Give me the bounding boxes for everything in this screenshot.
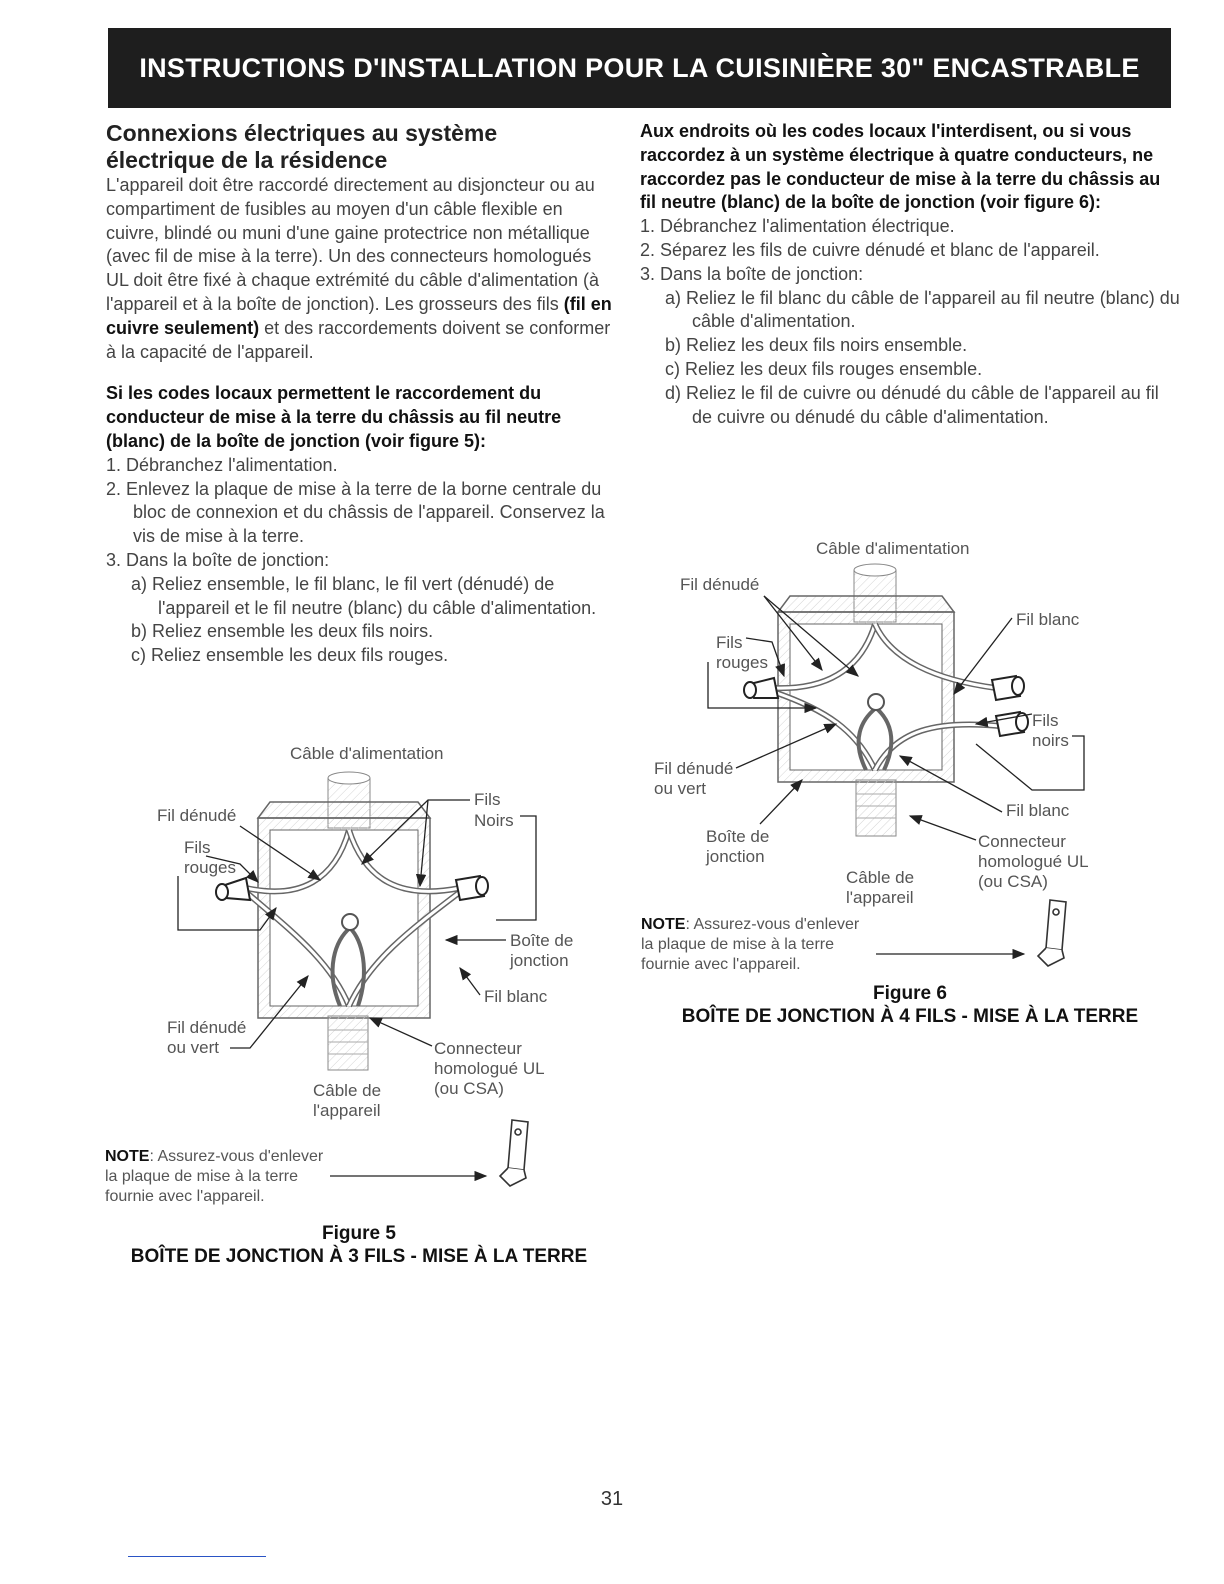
list-item: 2. Séparez les fils de cuivre dénudé et blanc de l'appareil. <box>640 239 1100 260</box>
fig6-label-fil-denude: Fil dénudé <box>680 575 760 594</box>
fig6-note-line-2: la plaque de mise à la terre <box>641 936 834 953</box>
list-item: b) Reliez les deux fils noirs ensemble. <box>665 335 968 356</box>
fig5-label-noirs: Noirs <box>474 811 514 830</box>
page-banner: INSTRUCTIONS D'INSTALLATION POUR LA CUISINIÈRE 30" ENCASTRABLE <box>108 28 1171 108</box>
list-item: b) Reliez ensemble les deux fils noirs. <box>131 621 434 642</box>
fig5-label-appareil: l'appareil <box>313 1101 381 1120</box>
fig5-note-line-3: fournie avec l'appareil. <box>105 1188 265 1205</box>
fig5-label-fil-blanc: Fil blanc <box>484 987 548 1006</box>
fig5-label-jonction: jonction <box>510 951 569 970</box>
fig6-label-noirs: noirs <box>1032 731 1069 750</box>
wire-nut-left <box>744 678 778 698</box>
list-item: 3. Dans la boîte de jonction: <box>106 549 330 570</box>
fig5-note-line-1: NOTE: Assurez-vous d'enlever <box>105 1148 324 1165</box>
right-steps <box>640 215 1180 429</box>
fig5-label-ou-vert: ou vert <box>167 1038 219 1057</box>
figure-5-caption: Figure 5 BOÎTE DE JONCTION À 3 FILS - MISE À LA TERRE <box>130 1223 588 1267</box>
heading-line-1: Connexions électriques au système <box>106 120 498 146</box>
fig5-label-cable-de: Câble de <box>313 1081 382 1100</box>
fig6-label-rouges: rouges <box>716 653 768 672</box>
fig6-label-fil-blanc-2: Fil blanc <box>1006 801 1070 820</box>
wire-nut-right-upper <box>992 676 1024 700</box>
right-column <box>640 120 1180 429</box>
grounding-plate-icon <box>1038 900 1066 966</box>
list-item: c) Reliez les deux fils rouges ensemble. <box>665 358 983 379</box>
fig6-label-jonction: jonction <box>706 847 765 866</box>
list-item: a) Reliez le fil blanc du câble de l'appareil au fil neutre (blanc) du câble d'alimentation. <box>665 287 1180 332</box>
fig6-label-cable-alim: Câble d'alimentation <box>816 539 970 558</box>
fig5-label-cable-alim: Câble d'alimentation <box>290 744 444 763</box>
fig6-note-line-1: NOTE: Assurez-vous d'enlever <box>641 916 860 933</box>
list-item: d) Reliez le fil de cuivre ou dénudé du câble de l'appareil au fil de cuivre ou dénudé du câble d'alimentation. <box>665 382 1159 427</box>
list-item: 1. Débranchez l'alimentation électrique. <box>640 216 955 237</box>
fig5-label-rouges: rouges <box>184 858 236 877</box>
fig5-label-boite: Boîte de <box>510 931 574 950</box>
fig6-label-fils: Fils <box>716 633 743 652</box>
fig6-label-cable-de: Câble de <box>846 868 915 887</box>
figure-5-diagram <box>100 730 620 1210</box>
fig6-label-fils-2: Fils <box>1032 711 1059 730</box>
fig5-note-line-2: la plaque de mise à la terre <box>105 1168 298 1185</box>
fig5-label-homologue: homologué UL <box>434 1059 545 1078</box>
left-steps <box>106 454 612 668</box>
intro-paragraph: L'appareil doit être raccordé directement au disjoncteur ou au compartiment de fusibles au moyen d'un câble flexible en cuivre, blindé ou muni d'une gaine protectrice non métallique (avec fil de mise à la terre). Un des connecteurs homologués UL doit être fixé à chaque extrémité du câble d'alimentation (à l'appareil et à la boîte de jonction). Les grosseurs des fils (fil en cuivre seulement) et des raccordements doivent se conformer à la capacité de l'appareil. <box>106 175 612 362</box>
page-number: 31 <box>600 1488 624 1510</box>
fig6-label-connecteur: Connecteur <box>978 832 1066 851</box>
wire-nut-right <box>456 876 488 900</box>
list-item: c) Reliez ensemble les deux fils rouges. <box>131 645 449 666</box>
fig6-label-boite: Boîte de <box>706 827 770 846</box>
wire-nut-left <box>216 878 250 900</box>
fig5-label-fil-denude: Fil dénudé <box>157 806 237 825</box>
list-item: 2. Enlevez la plaque de mise à la terre de la borne centrale du bloc de connexion et du châssis de l'appareil. Conservez la vis de mise à la terre. <box>106 478 605 547</box>
fig6-label-homologue: homologué UL <box>978 852 1089 871</box>
fig5-label-fils: Fils <box>184 838 211 857</box>
fig5-label-ou-csa: (ou CSA) <box>434 1079 504 1098</box>
fig5-label-fils-2: Fils <box>474 790 501 809</box>
left-subheading: Si les codes locaux permettent le raccordement du conducteur de mise à la terre du châssis au fil neutre (blanc) de la boîte de jonction (voir figure 5): <box>106 383 562 451</box>
fig6-label-ou-csa: (ou CSA) <box>978 872 1048 891</box>
fig6-label-ou-vert: ou vert <box>654 779 706 798</box>
figure-6-caption: Figure 6 BOÎTE DE JONCTION À 4 FILS - MISE À LA TERRE <box>681 983 1139 1027</box>
right-subheading: Aux endroits où les codes locaux l'interdisent, ou si vous raccordez à un système électrique à quatre conducteurs, ne raccordez pas le conducteur de mise à la terre du châssis au fil neutre (blanc) de la boîte de jonction (voir figure 6): <box>640 121 1161 213</box>
section-heading <box>106 120 612 174</box>
fig6-label-fil-blanc: Fil blanc <box>1016 610 1080 629</box>
grounding-plate-icon <box>500 1120 528 1186</box>
list-item: 3. Dans la boîte de jonction: <box>640 263 864 284</box>
fig5-label-connecteur: Connecteur <box>434 1039 522 1058</box>
list-item: 1. Débranchez l'alimentation. <box>106 454 338 475</box>
left-column <box>106 120 612 668</box>
intro-bold: (fil en cuivre seulement) <box>106 293 612 338</box>
fig6-label-fil-denude-2: Fil dénudé <box>654 759 734 778</box>
heading-line-2: électrique de la résidence <box>106 147 388 173</box>
fig6-note-line-3: fournie avec l'appareil. <box>641 956 801 973</box>
figure-6-diagram <box>636 530 1176 980</box>
fig6-label-appareil: l'appareil <box>846 888 914 907</box>
list-item: a) Reliez ensemble, le fil blanc, le fil vert (dénudé) de l'appareil et le fil neutre (blanc) du câble d'alimentation. <box>131 573 597 618</box>
fig5-label-fil-denude-2: Fil dénudé <box>167 1018 247 1037</box>
footer-rule <box>128 1556 266 1557</box>
